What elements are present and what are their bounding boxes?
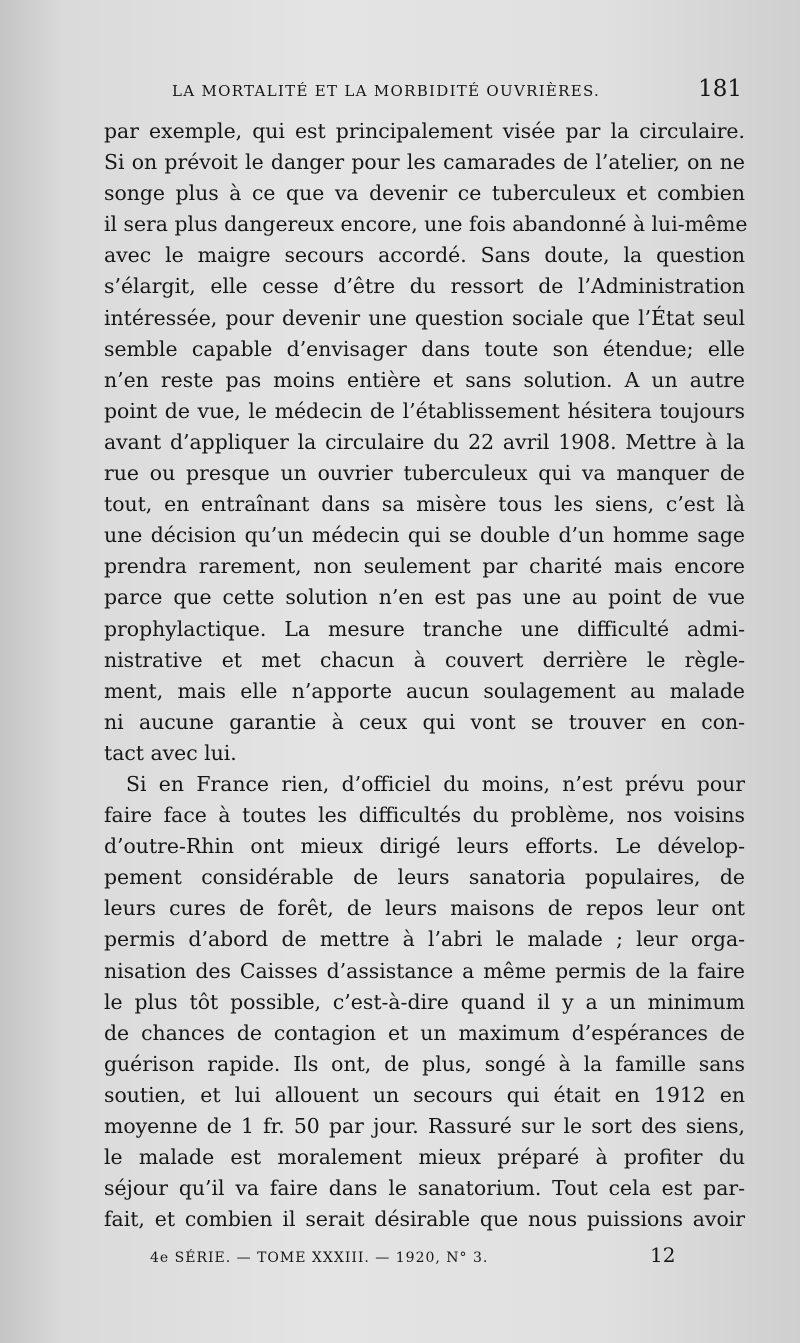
text-line: ni aucune garantie à ceux qui vont se trouver en con- <box>104 709 745 734</box>
paragraph <box>104 769 745 1235</box>
text-line: nisation des Caisses d’assistance a même permis de la faire <box>104 958 745 983</box>
text-line: il sera plus dangereux encore, une fois abandonné à lui-même <box>104 212 748 237</box>
text-line: moyenne de 1 fr. 50 par jour. Rassuré sur le sort des siens, <box>104 1114 745 1138</box>
text-line: parce que cette solution n’en est pas une au point de vue <box>104 585 745 610</box>
text-line: n’en reste pas moins entière et sans solution. A un autre <box>104 367 745 392</box>
text-line: le malade est moralement mieux préparé à profiter du <box>104 1145 745 1170</box>
text-line: le plus tôt possible, c’est-à-dire quand il y a un minimum <box>104 989 745 1014</box>
text-line: fait, et combien il serait désirable que nous puissions avoir <box>104 1207 745 1232</box>
printer-signature: 4e SÉRIE. — TOME XXXIII. — 1920, N° 3. <box>150 1250 489 1266</box>
text-line: faire face à toutes les difficultés du problème, nos voisins <box>104 803 745 828</box>
text-line: Si en France rien, d’officiel du moins, n’est prévu pour <box>126 771 745 796</box>
text-line: songe plus à ce que va devenir ce tuberculeux et combien <box>104 181 745 206</box>
text-line: ment, mais elle n’apporte aucun soulagement au malade <box>104 678 745 703</box>
text-line: tact avec lui. <box>104 740 237 765</box>
text-line: prophylactique. La mesure tranche une difficulté admi- <box>104 616 745 641</box>
text-line: de chances de contagion et un maximum d’espérances de <box>104 1020 745 1045</box>
sheet-number: 12 <box>650 1243 676 1267</box>
text-line: prendra rarement, non seulement par charité mais encore <box>104 554 745 579</box>
text-line: nistrative et met chacun à couvert derrière le règle- <box>104 647 745 672</box>
text-line: pement considérable de leurs sanatoria populaires, de <box>104 865 745 890</box>
text-line: séjour qu’il va faire dans le sanatorium. Tout cela est par- <box>104 1176 745 1201</box>
text-line: guérison rapide. Ils ont, de plus, songé à la famille sans <box>104 1051 745 1076</box>
text-line: s’élargit, elle cesse d’être du ressort de l’Administration <box>104 274 745 299</box>
text-line: semble capable d’envisager dans toute son étendue; elle <box>104 336 745 361</box>
paragraph <box>104 116 748 769</box>
body-text <box>104 116 748 1235</box>
text-line: permis d’abord de mettre à l’abri le malade ; leur orga- <box>104 927 745 952</box>
text-line: avant d’appliquer la circulaire du 22 avril 1908. Mettre à la <box>104 429 745 454</box>
page-footer <box>150 1243 690 1271</box>
text-line: intéressée, pour devenir une question sociale que l’État seul <box>104 305 745 330</box>
page-number: 181 <box>698 76 742 102</box>
text-line: Si on prévoit le danger pour les camarades de l’atelier, on ne <box>104 150 745 175</box>
page-header <box>172 76 742 106</box>
text-line: leurs cures de forêt, de leurs maisons de repos leur ont <box>104 896 745 921</box>
running-title: LA MORTALITÉ ET LA MORBIDITÉ OUVRIÈRES. <box>172 82 601 100</box>
text-line: une décision qu’un médecin qui se double d’un homme sage <box>104 523 745 548</box>
text-line: tout, en entraînant dans sa misère tous les siens, c’est là <box>104 492 745 517</box>
text-line: point de vue, le médecin de l’établissement hésitera toujours <box>104 398 745 423</box>
text-line: soutien, et lui allouent un secours qui était en 1912 en <box>104 1082 745 1107</box>
text-line: d’outre-Rhin ont mieux dirigé leurs efforts. Le dévelop- <box>104 834 745 859</box>
text-line: rue ou presque un ouvrier tuberculeux qui va manquer de <box>104 461 745 486</box>
text-line: avec le maigre secours accordé. Sans doute, la question <box>104 243 745 268</box>
text-line: par exemple, qui est principalement visée par la circulaire. <box>104 119 745 143</box>
